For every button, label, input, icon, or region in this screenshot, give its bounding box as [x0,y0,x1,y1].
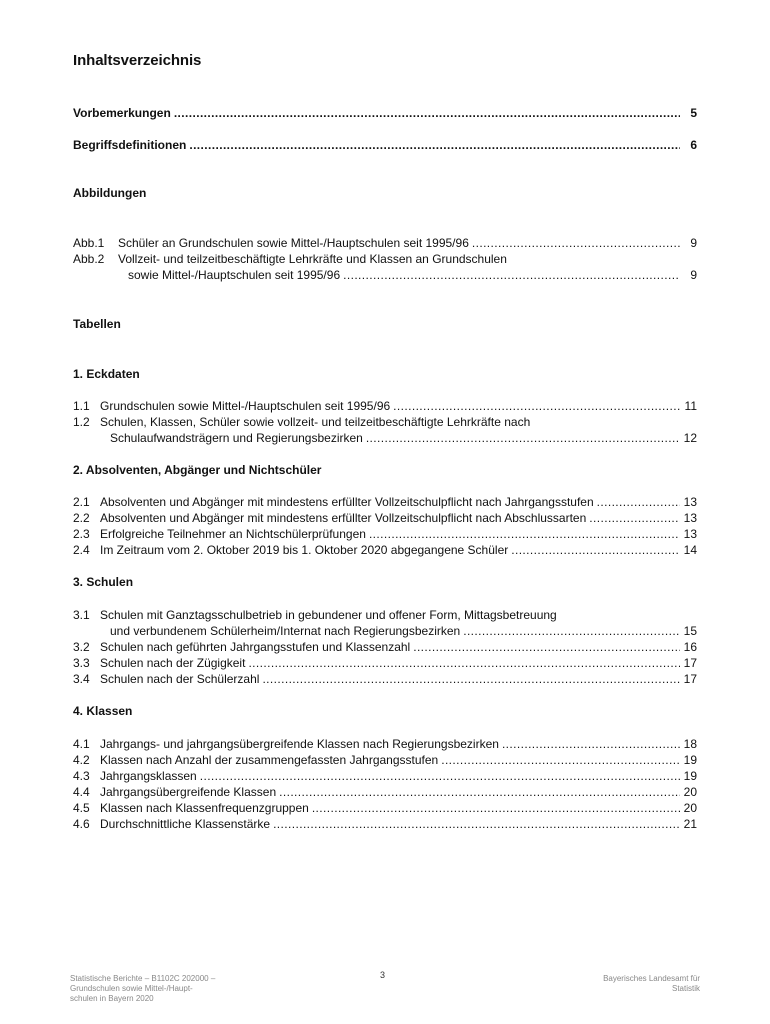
toc-page-number: 9 [690,236,697,250]
toc-page-number: 21 [683,817,697,831]
toc-page-number: 16 [683,640,697,654]
toc-page-number: 6 [690,138,697,152]
toc-entry-4-3[interactable] [73,769,697,784]
footer-line: Statistische Berichte – B1102C 202000 – [70,974,216,983]
toc-entry-4-4[interactable] [73,785,697,800]
toc-entry-1-2-continued[interactable] [73,431,697,446]
toc-entry-label: Begriffsdefinitionen [73,138,187,152]
toc-entry-label: Schulen, Klassen, Schüler sowie vollzeit- und teilzeitbeschäftigte Lehrkräfte nach [100,415,531,429]
toc-entry-number: 1.2 [73,415,90,429]
leader-dots [441,753,680,768]
leader-dots [511,543,680,558]
toc-entry-3-1[interactable] [73,608,697,623]
toc-entry-vorbemerkungen[interactable] [73,106,697,121]
toc-page-number: 11 [684,399,697,413]
section-heading-schulen: 3. Schulen [73,575,134,589]
toc-entry-number: 4.6 [73,817,90,831]
toc-page-number: 9 [690,268,697,282]
toc-page-number: 5 [690,106,697,120]
toc-entry-label: Jahrgangsklassen [100,769,197,783]
toc-entry-number: 4.1 [73,737,90,751]
section-heading-tabellen: Tabellen [73,317,121,331]
toc-entry-abb2[interactable] [73,252,697,267]
toc-entry-label: Durchschnittliche Klassenstärke [100,817,271,831]
leader-dots [597,495,680,510]
leader-dots [248,656,680,671]
toc-page-number: 14 [683,543,697,557]
toc-entry-label: sowie Mittel-/Hauptschulen seit 1995/96 [128,268,341,282]
footer-publisher [520,974,700,994]
toc-page-number: 17 [683,656,697,670]
toc-entry-label: und verbundenem Schülerheim/Internat nach Regierungsbezirken [110,624,461,638]
toc-entry-2-3[interactable] [73,527,697,542]
toc-entry-label: Vollzeit- und teilzeitbeschäftigte Lehrkräfte und Klassen an Grundschulen [118,252,507,266]
toc-entry-label: Jahrgangs- und jahrgangsübergreifende Klassen nach Regierungsbezirken [100,737,499,751]
toc-entry-label: Schulaufwandsträgern und Regierungsbezirken [110,431,363,445]
toc-entry-number: 2.1 [73,495,90,509]
toc-entry-label: Jahrgangsübergreifende Klassen [100,785,277,799]
toc-entry-2-4[interactable] [73,543,697,558]
toc-page-number: 17 [683,672,697,686]
toc-page-number: 13 [683,511,697,525]
toc-page-number: 19 [683,753,697,767]
leader-dots [413,640,680,655]
toc-entry-number: 2.4 [73,543,90,557]
toc-entry-1-1[interactable] [73,399,697,414]
toc-entry-label: Absolventen und Abgänger mit mindestens erfüllter Vollzeitschulpflicht nach Jahrgangsstufen [100,495,594,509]
toc-entry-number: 3.3 [73,656,90,670]
leader-dots [189,138,680,153]
toc-page-number: 18 [683,737,697,751]
toc-entry-label: Im Zeitraum vom 2. Oktober 2019 bis 1. Oktober 2020 abgegangene Schüler [100,543,509,557]
footer-page-number: 3 [380,970,386,980]
toc-entry-number: 3.1 [73,608,90,622]
toc-entry-number: 3.2 [73,640,90,654]
toc-entry-label: Grundschulen sowie Mittel-/Hauptschulen seit 1995/96 [100,399,391,413]
leader-dots [502,737,680,752]
toc-entry-number: 1.1 [73,399,90,413]
toc-entry-label: Erfolgreiche Teilnehmer an Nichtschülerprüfungen [100,527,366,541]
footer-publication-info [70,974,270,1004]
toc-page-number: 19 [683,769,697,783]
toc-entry-label: Schulen mit Ganztagsschulbetrieb in gebundener und offener Form, Mittagsbetreuung [100,608,557,622]
toc-entry-label: Schüler an Grundschulen sowie Mittel-/Hauptschulen seit 1995/96 [118,236,469,250]
toc-entry-4-5[interactable] [73,801,697,816]
section-heading-klassen: 4. Klassen [73,704,133,718]
toc-entry-label: Schulen nach der Schülerzahl [100,672,260,686]
section-heading-eckdaten: 1. Eckdaten [73,367,140,381]
leader-dots [393,399,680,414]
toc-entry-label: Schulen nach geführten Jahrgangsstufen und Klassenzahl [100,640,411,654]
footer-line: Grundschulen sowie Mittel-/Haupt- [70,984,193,993]
toc-entry-number: 4.2 [73,753,90,767]
leader-dots [472,236,680,251]
toc-entry-2-1[interactable] [73,495,697,510]
toc-entry-number: 4.4 [73,785,90,799]
toc-entry-abb1[interactable] [73,236,697,251]
toc-entry-number: 4.5 [73,801,90,815]
toc-page-number: 13 [683,527,697,541]
footer-line: schulen in Bayern 2020 [70,994,154,1003]
section-heading-absolventen: 2. Absolventen, Abgänger und Nichtschüler [73,463,322,477]
toc-entry-4-6[interactable] [73,817,697,832]
leader-dots [279,785,680,800]
toc-entry-4-2[interactable] [73,753,697,768]
toc-entry-3-3[interactable] [73,656,697,671]
toc-entry-3-2[interactable] [73,640,697,655]
toc-entry-4-1[interactable] [73,737,697,752]
toc-entry-number: Abb.1 [73,236,105,250]
toc-entry-begriffsdefinitionen[interactable] [73,138,697,153]
leader-dots [273,817,680,832]
toc-entry-label: Schulen nach der Zügigkeit [100,656,246,670]
toc-entry-3-4[interactable] [73,672,697,687]
toc-entry-number: 3.4 [73,672,90,686]
leader-dots [589,511,680,526]
toc-page-number: 12 [683,431,697,445]
section-heading-abbildungen: Abbildungen [73,186,147,200]
leader-dots [262,672,680,687]
toc-page-number: 15 [683,624,697,638]
toc-entry-3-1-continued[interactable] [73,624,697,639]
leader-dots [174,106,680,121]
leader-dots [369,527,680,542]
toc-page-number: 13 [683,495,697,509]
toc-entry-1-2[interactable] [73,415,697,430]
page-title: Inhaltsverzeichnis [73,52,202,69]
footer-line: Bayerisches Landesamt für [603,974,700,983]
leader-dots [343,268,680,283]
toc-entry-label: Klassen nach Anzahl der zusammengefassten Jahrgangsstufen [100,753,439,767]
toc-page-number: 20 [683,785,697,799]
toc-entry-label: Klassen nach Klassenfrequenzgruppen [100,801,309,815]
leader-dots [312,801,680,816]
toc-entry-number: 2.3 [73,527,90,541]
toc-entry-label: Absolventen und Abgänger mit mindestens erfüllter Vollzeitschulpflicht nach Abschlussarten [100,511,587,525]
toc-entry-abb2-continued[interactable] [73,268,697,283]
toc-entry-number: 4.3 [73,769,90,783]
footer-line: Statistik [671,984,700,993]
leader-dots [200,769,680,784]
toc-entry-number: Abb.2 [73,252,105,266]
leader-dots [366,431,680,446]
toc-page-number: 20 [683,801,697,815]
toc-entry-number: 2.2 [73,511,90,525]
toc-entry-2-2[interactable] [73,511,697,526]
leader-dots [463,624,680,639]
toc-entry-label: Vorbemerkungen [73,106,171,120]
